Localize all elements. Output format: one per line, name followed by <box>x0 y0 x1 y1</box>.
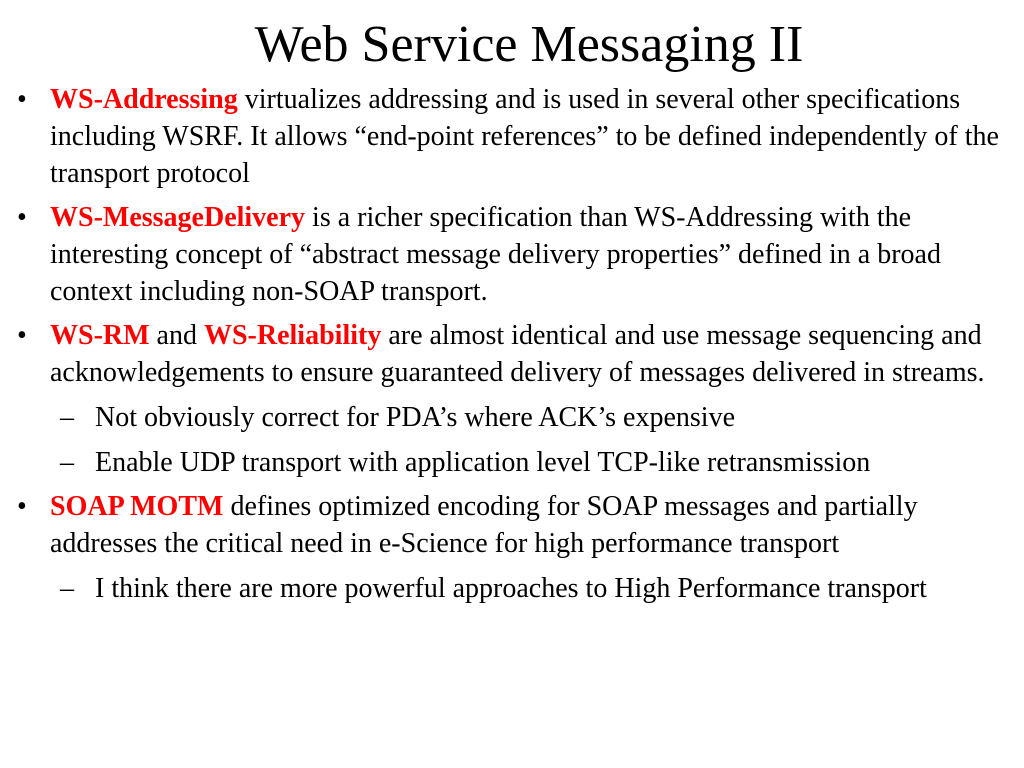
sub-bullet-text: Enable UDP transport with application level TCP-like retransmission <box>95 447 871 478</box>
bullet-term: WS-Addressing <box>50 84 238 115</box>
slide-title: Web Service Messaging II <box>254 16 804 73</box>
sub-bullet-pda <box>0 399 1024 436</box>
sub-bullet-marker: – <box>60 402 74 433</box>
bullet-soap-motm <box>0 488 1024 562</box>
sub-bullet-text: I think there are more powerful approaches to High Performance transport <box>95 573 927 604</box>
bullet-term: SOAP MOTM <box>50 491 224 522</box>
bullet-marker: • <box>17 320 27 351</box>
bullet-term: WS-RM <box>50 320 150 351</box>
bullet-term: WS-MessageDelivery <box>50 202 306 233</box>
bullet-text: defines optimized encoding for SOAP messages and partially addresses the critical need in e-Science for high performance transport <box>50 491 918 559</box>
bullet-text: virtualizes addressing and is used in several other specifications including WSRF. It allows “end-point references” to be defined independently of the transport protocol <box>50 84 999 189</box>
bullet-marker: • <box>17 491 27 522</box>
sub-bullet-udp <box>0 444 1024 481</box>
bullet-text-connector: and <box>149 320 204 351</box>
sub-bullet-marker: – <box>60 573 74 604</box>
sub-bullet-high-performance <box>0 570 1024 607</box>
bullet-marker: • <box>17 84 27 115</box>
bullet-ws-messagedelivery <box>0 199 1024 310</box>
bullet-text: is a richer specification than WS-Addressing with the interesting concept of “abstract message delivery properties” defined in a broad context including non-SOAP transport. <box>50 202 941 307</box>
bullet-ws-addressing <box>0 81 1024 192</box>
bullet-text: are almost identical and use message sequencing and acknowledgements to ensure guaranteed delivery of messages delivered in streams. <box>50 320 985 388</box>
bullet-marker: • <box>17 202 27 233</box>
sub-bullet-marker: – <box>60 447 74 478</box>
bullet-term-secondary: WS-Reliability <box>203 320 382 351</box>
bullet-ws-rm <box>0 317 1024 391</box>
bullet-list <box>0 81 1024 607</box>
sub-bullet-text: Not obviously correct for PDA’s where ACK’s expensive <box>95 402 736 433</box>
